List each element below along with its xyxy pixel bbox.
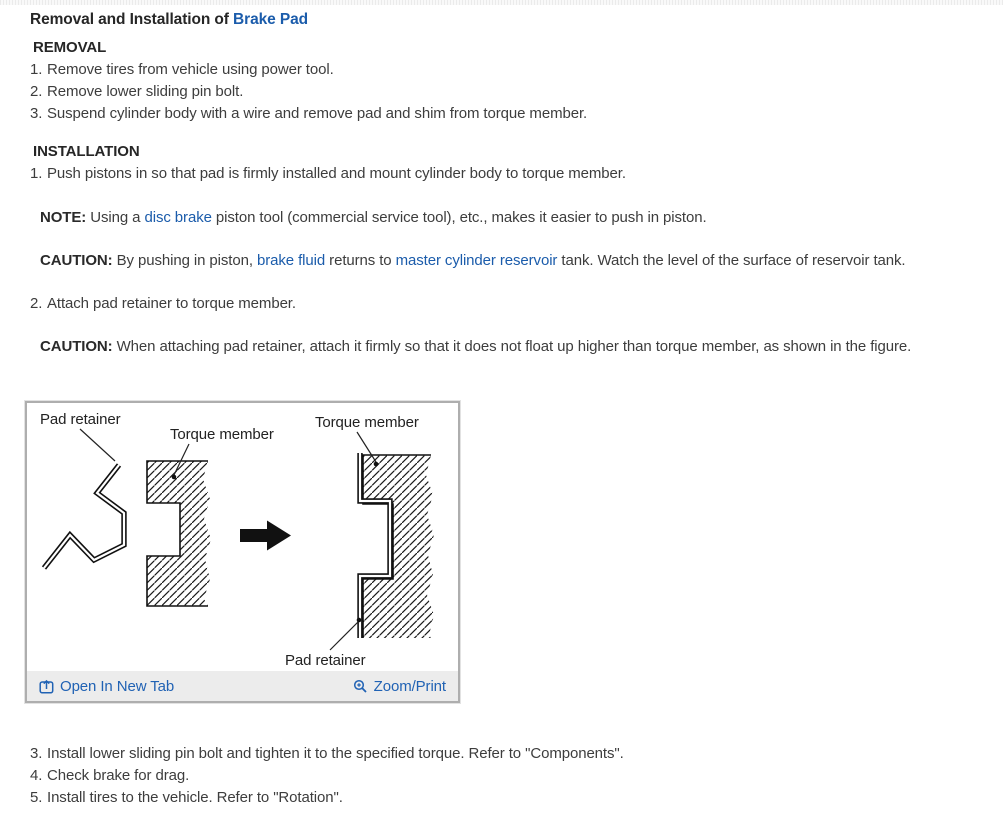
caution-text: By pushing in piston, <box>112 252 257 269</box>
step-text: Remove tires from vehicle using power tool. <box>47 61 334 78</box>
zoom-print-icon <box>353 679 368 694</box>
installation-heading: INSTALLATION <box>33 143 140 160</box>
caution-label: CAUTION: <box>40 252 113 269</box>
installation-step-3 <box>30 743 978 765</box>
leader-pad-retainer-top <box>80 429 115 461</box>
step-text: Attach pad retainer to torque member. <box>47 295 296 312</box>
installation-step-2 <box>30 293 978 314</box>
label-torque-member-left: Torque member <box>170 426 274 443</box>
leader-dot <box>374 462 379 467</box>
caution-paragraph-piston <box>40 250 978 271</box>
torque-member-right-section <box>363 455 434 638</box>
step-text: Suspend cylinder body with a wire and remove pad and shim from torque member. <box>47 105 588 122</box>
label-torque-member-right: Torque member <box>315 414 419 431</box>
installation-step-5 <box>30 787 978 809</box>
torque-member-left-section <box>147 461 211 606</box>
note-label: NOTE: <box>40 209 87 226</box>
brake-pad-link[interactable]: Brake Pad <box>233 11 308 28</box>
zoom-print-label: Zoom/Print <box>373 677 446 695</box>
caution-label: CAUTION: <box>40 338 113 355</box>
step-number: 4. <box>30 767 43 784</box>
figure-toolbar <box>27 671 458 701</box>
open-in-new-tab-label: Open In New Tab <box>60 677 175 695</box>
removal-step-2 <box>30 81 978 103</box>
caution-text: tank. Watch the level of the surface of reservoir tank. <box>557 252 906 269</box>
installation-steps-top <box>30 163 978 185</box>
step-number: 2. <box>30 83 43 100</box>
step-number: 5. <box>30 789 43 806</box>
label-pad-retainer-top: Pad retainer <box>40 411 121 428</box>
installation-steps-bottom <box>30 743 978 809</box>
removal-steps <box>30 59 978 125</box>
brake-fluid-link[interactable]: brake fluid <box>257 252 326 269</box>
leader-dot <box>357 618 362 623</box>
zoom-print-button[interactable] <box>353 678 446 695</box>
step-text: Check brake for drag. <box>47 767 190 784</box>
page-title-text: Removal and Installation of <box>30 11 234 28</box>
step-number: 1. <box>30 165 43 182</box>
caution-text: returns to <box>325 252 396 269</box>
note-text: piston tool (commercial service tool), etc., makes it easier to push in piston. <box>211 209 707 226</box>
installation-step-1 <box>30 163 978 185</box>
page-title <box>30 9 978 31</box>
brake-pad-retainer-figure <box>25 401 460 703</box>
pad-retainer-diagram <box>27 403 458 671</box>
step-number: 1. <box>30 61 43 78</box>
step-number: 3. <box>30 105 43 122</box>
caution-text: When attaching pad retainer, attach it firmly so that it does not float up higher than torque member, as shown in the figure. <box>112 338 912 355</box>
master-cylinder-reservoir-link[interactable]: master cylinder reservoir <box>395 252 558 269</box>
step-text: Push pistons in so that pad is firmly installed and mount cylinder body to torque member. <box>47 165 626 182</box>
removal-step-1 <box>30 59 978 81</box>
step-text: Install lower sliding pin bolt and tighten it to the specified torque. Refer to "Components". <box>47 745 624 762</box>
removal-heading: REMOVAL <box>33 39 107 56</box>
disc-brake-link[interactable]: disc brake <box>144 209 212 226</box>
note-paragraph <box>40 207 978 228</box>
installation-step-4 <box>30 765 978 787</box>
transition-arrow <box>240 521 291 551</box>
manual-page <box>0 5 1003 809</box>
step-number: 2. <box>30 295 43 312</box>
label-pad-retainer-bottom: Pad retainer <box>285 652 366 669</box>
leader-dot <box>172 475 177 480</box>
step-text: Remove lower sliding pin bolt. <box>47 83 244 100</box>
open-in-new-tab-icon <box>39 679 54 694</box>
removal-step-3 <box>30 103 978 125</box>
step-number: 3. <box>30 745 43 762</box>
note-text: Using a <box>86 209 145 226</box>
open-in-new-tab-button[interactable] <box>39 678 174 695</box>
leader-pad-retainer-bottom <box>330 622 358 650</box>
caution-paragraph-retainer <box>40 336 978 357</box>
step-text: Install tires to the vehicle. Refer to "Rotation". <box>47 789 343 806</box>
